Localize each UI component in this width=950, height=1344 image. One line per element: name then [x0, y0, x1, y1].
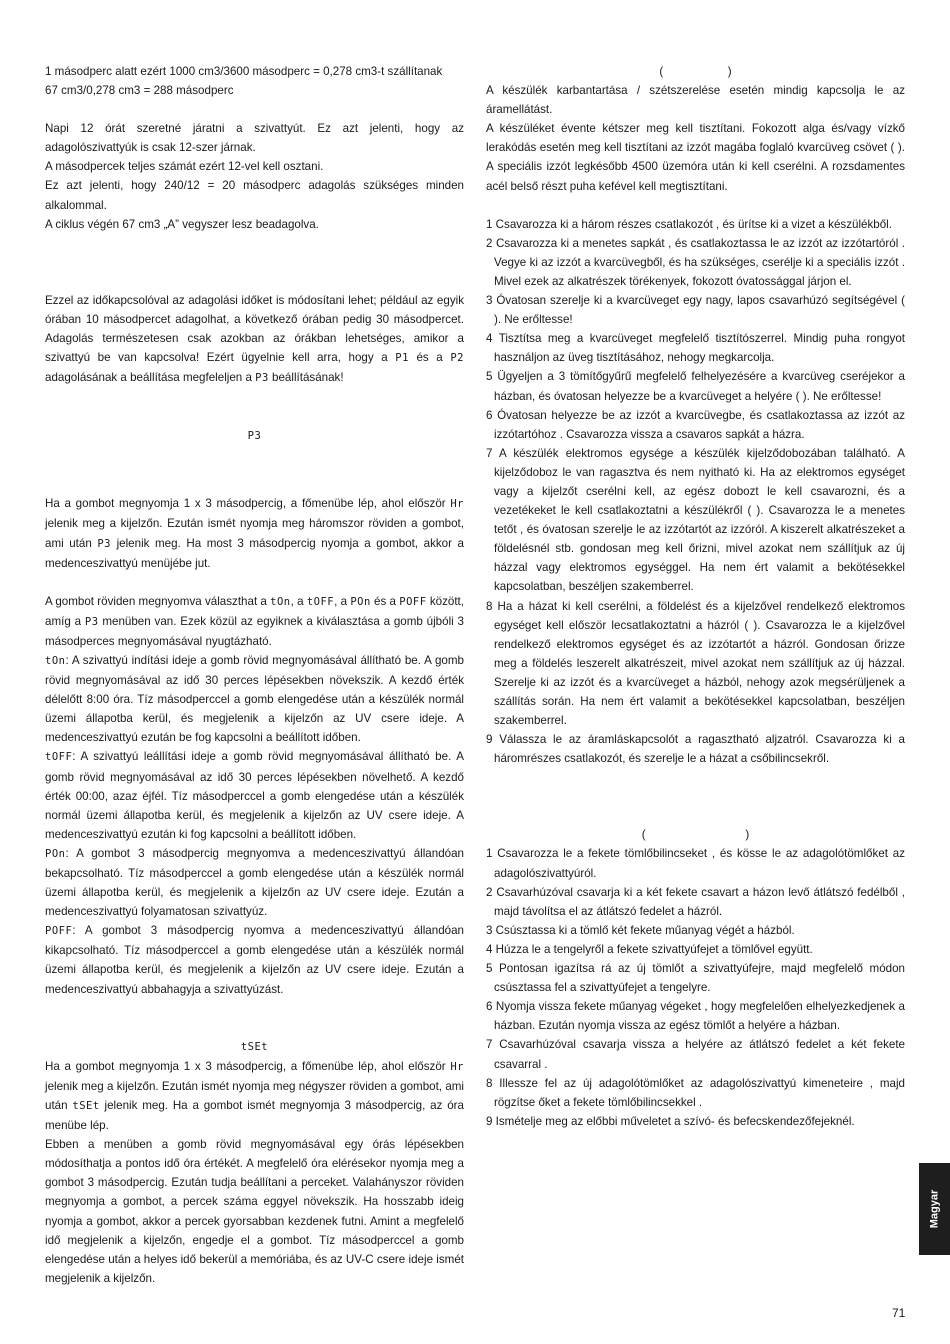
- lcd-p3: P3: [255, 372, 269, 385]
- list-item: 6 Óvatosan helyezze be az izzót a kvarcüvegbe, és csatlakoztassa az izzót az izzótartóhoz . Csavarozza vissza a csavaros sapkát a házra.: [486, 408, 905, 441]
- list-item: 2 Csavarhúzóval csavarja ki a két fekete csavart a házon levő átlátszó fedélből , majd távolítsa el az átlátszó fedelet a házról.: [486, 885, 905, 918]
- right-column: [486, 62, 905, 1131]
- lcd-toff: tOFF: [306, 595, 335, 608]
- list-item: 3 Óvatosan szerelje ki a kvarcüveget egy nagy, lapos csavarhúzó segítségével ( ). Ne erőltesse!: [486, 294, 905, 327]
- list-item: 7 Csavarhúzóval csavarja vissza a helyére az átlátszó fedelet a két fekete csavarral .: [486, 1038, 905, 1071]
- paragraph-toff: tOFF: A szivattyú leállítási ideje a gomb rövid megnyomásával állítható be. A gomb rövid megnyomásával az idő 30 perces lépésekben növelhető. A kezdő érték 00:00, azaz éjfél. Tíz másodperccel a gomb elengedése után a készülék normál üzemi állapotba kerül, és megjelenik a kijelzőn az UV csere ideje. A medenceszivattyú ezután ki fog kapcsolni a beállított időben.: [45, 750, 464, 841]
- paragraph-schedule-2: A másodpercek teljes számát ezért 12-vel kell osztani.: [45, 160, 324, 174]
- lcd-hr: Hr: [450, 1060, 464, 1073]
- paragraph-pon: POn: A gombot 3 másodpercig megnyomva a medenceszivattyú állandóan bekapcsolható. Tíz másodperccel a gomb elengedése után a készülék normál üzemi állapotba kerül, és megjelenik a kijelzőn az UV csere ideje. Ezután a medenceszivattyú folyamatosan szivattyúz.: [45, 846, 464, 919]
- paragraph-schedule-4: A ciklus végén 67 cm3 „A” vegyszer lesz beadagolva.: [45, 217, 319, 231]
- paragraph-enter-clock-menu: Ha a gombot megnyomja 1 x 3 másodpercig, a főmenübe lép, ahol először Hr jelenik meg a kijelzőn. Ezután ismét nyomja meg négyszer röviden a gombot, ami után tSEt jelenik meg. Ha a gombot ismét megnyomja 3 másodpercig, az óra menübe lép.: [45, 1059, 464, 1133]
- language-tab: [919, 1163, 950, 1255]
- paragraph-set-clock: Ebben a menüben a gomb rövid megnyomásával egy órás lépésekben módosíthatja a pontos idő óra értékét. A megfelelő óra elérésekor nyomja meg a gombot 3 másodpercig. Ezután tudja beállítani a perceket. Valahányszor röviden megnyomja a gombot, a percek száma eggyel növekszik. Ha hosszabb ideig nyomja a gombot, akkor a percek gyorsabban kezdenek futni. Amint a megfelelő idő megjelenik a kijelzőn, engedje el a gombot. Tíz másodperccel a gomb elengedése után a helyes idő bekerül a memóriába, és az UV-C csere ideje ismét megjelenik a kijelzőn.: [45, 1138, 464, 1285]
- lcd-hr: Hr: [450, 498, 464, 511]
- lcd-p1: P1: [395, 352, 409, 365]
- lcd-p2: P2: [450, 352, 464, 365]
- list-item: 9 Válassza le az áramláskapcsolót a ragasztható aljzatról. Csavarozza ki a háromrészes csatlakozót, és szerelje le a házat a csőbilincsekről.: [486, 733, 905, 766]
- heading-maintenance: ( ): [659, 65, 732, 78]
- list-item: 4 Húzza le a tengelyről a fekete szivattyúfejet a tömlővel együtt.: [486, 942, 813, 956]
- lcd-toff: tOFF: [45, 751, 73, 764]
- list-item: 3 Csúsztassa ki a tömlő két fekete műanyag végét a házból.: [486, 923, 795, 937]
- list-item: 9 Ismételje meg az előbbi műveletet a szívó- és befecskendezőfejeknél.: [486, 1114, 855, 1128]
- lcd-p3: P3: [84, 615, 99, 628]
- calc-line-1: 1 másodperc alatt ezért 1000 cm3/3600 másodperc = 0,278 cm3-t szállítanak: [45, 65, 443, 78]
- list-item: 8 Ha a házat ki kell cserélni, a földelést és a kijelzővel rendelkező elektromos egységet kell először lecsatlakoztatni a házról ( ). Csavarozza le a kijelzővel rendelkező elektromos egységet és az izzótartót a házról. Gondosan őrizze meg a földelés leszerelt alkatrészeit, mivel azokat nem szállítjuk az új házzal. Szerelje ki az izzót és a kvarcüveget a házból, nehogy azok megsérüljenek a szállítás során. Ha nem ért valamit a bekötésekkel kapcsolatban, beszéljen szakemberrel.: [486, 599, 905, 728]
- calc-line-2: 67 cm3/0,278 cm3 = 288 másodperc: [45, 84, 234, 98]
- lcd-poff: POFF: [399, 595, 427, 608]
- paragraph-schedule-3: Ez azt jelenti, hogy 240/12 = 20 másodperc adagolás szükséges minden alkalommal.: [45, 179, 464, 212]
- list-item: 2 Csavarozza ki a menetes sapkát , és csatlakoztassa le az izzót az izzótartóról . Vegye ki az izzót a kvarcüvegből, és ha szükséges, cserélje ki a speciális izzót . Mivel ezek az alkatrészek törékenyek, fokozott óvatossággal járjon el.: [486, 236, 905, 288]
- list-item: 6 Nyomja vissza fekete műanyag végeket , hogy megfelelően elhelyezkedjenek a házban. Ezután nyomja vissza az egész tömlőt a helyére a házban.: [486, 1000, 905, 1033]
- lcd-tset: tSEt: [72, 1099, 100, 1112]
- paragraph-schedule-1: Napi 12 órát szeretné járatni a szivattyút. Ez azt jelenti, hogy az adagolószivattyúk is csak 12-szer járnak.: [45, 122, 464, 155]
- lcd-pon: POn: [350, 595, 371, 608]
- maintenance-steps: [486, 215, 905, 769]
- list-item: 1 Csavarozza ki a három részes csatlakozót , és ürítse ki a vizet a készülékből.: [486, 217, 892, 231]
- language-tab-label: Magyar: [928, 1189, 941, 1229]
- list-item: 5 Ügyeljen a 3 tömítőgyűrű megfelelő felhelyezésére a kvarcüveg cseréjekor a házban, és óvatosan helyezze be a kvarcüveget a helyére ( ). Ne erőltesse!: [486, 370, 905, 403]
- paragraph-timer-note: Ezzel az időkapcsolóval az adagolási időket is módosítani lehet; például az egyik órában 10 másodpercet adagolhat, a következő órában pedig 30 másodpercet. Adagolás természetesen csak azokban az órákban lehetséges, amikor a szivattyú be van kapcsolva! Ezért ügyelnie kell arra, hogy a P1 és a P2 adagolásának a beállítása megfeleljen a P3 beállításának!: [45, 293, 464, 385]
- maintenance-intro-1: A készülék karbantartása / szétszerelése esetén mindig kapcsolja le az áramellátást.: [486, 84, 905, 117]
- lcd-p3: P3: [97, 537, 112, 550]
- hose-replacement-steps: [486, 844, 905, 1130]
- paragraph-enter-pump-menu: Ha a gombot megnyomja 1 x 3 másodpercig, a főmenübe lép, ahol először Hr jelenik meg a kijelzőn. Ezután ismét nyomja meg háromszor röviden a gombot, ami után P3 jelenik meg. Ha most 3 másodpercig nyomja a gombot, akkor a medenceszivattyú menüjébe jut.: [45, 497, 464, 570]
- left-column: [45, 62, 464, 1288]
- list-item: 5 Pontosan igazítsa rá az új tömlőt a szivattyúfejre, majd megfelelő módon csúsztassa fel a szivattyúfejet a tengelyre.: [486, 962, 905, 995]
- lcd-ton: tOn: [45, 654, 66, 667]
- lcd-pon: POn: [45, 847, 66, 860]
- paragraph-poff: POFF: A gombot 3 másodpercig nyomva a medenceszivattyú állandóan kikapcsolható. Tíz másodperccel a gomb elengedése után a készülék normál üzemi állapotba kerül, és megjelenik a kijelzőn az UV csere ideje. Ezután a medenceszivattyú abbahagyja a szivattyúzást.: [45, 924, 464, 996]
- paragraph-ton: tOn: A szivattyú indítási ideje a gomb rövid megnyomásával állítható be. A gomb rövid megnyomásával az idő 30 perces lépésekben növekszik. A kezdő érték délelőtt 8:00 óra. Tíz másodperccel a gomb elengedése után a készülék normál üzemi állapotba kerül, és megjelenik a kijelzőn az UV csere ideje. A medenceszivattyú ezután be fog kapcsolni a beállított időben.: [45, 653, 464, 745]
- list-item: 7 A készülék elektromos egysége a készülék kijelződobozában található. A kijelződoboz le van ragasztva és nem nyitható ki. Ha az elektromos egységet vagy a kijelzőt cserélni kell, az egész dobozt le kell csavarozni, és a vezetékeket le kell csatlakoztatni a készülékről ( ). Csavarozza le a menetes tetőt , és óvatosan szerelje le az izzótartót az izzóról. A kiszerelt alkatrészeket a földelésnél stb. gondosan meg kell őrizni, mivel azokat nem szállítjuk az új házzal vagy elektromos egységgel. Ha nem ért valamit a bekötésekkel kapcsolatban, beszéljen szakemberrel.: [486, 446, 905, 594]
- heading-tset: tSEt: [240, 1040, 269, 1053]
- paragraph-select-options: A gombot röviden megnyomva választhat a tOn, a tOFF, a POn és a POFF között, amíg a P3 menüben van. Ezek közül az egyiknek a kiválasztása a gomb újbóli 3 másodperces megnyomásával nyugtázható.: [45, 594, 464, 648]
- heading-p3: P3: [247, 430, 262, 443]
- lcd-poff: POFF: [45, 925, 73, 938]
- list-item: 1 Csavarozza le a fekete tömlőbilincseket , és kösse le az adagolótömlőket az adagolószivattyúról.: [486, 847, 905, 880]
- lcd-ton: tOn: [270, 595, 291, 608]
- list-item: 8 Illessze fel az új adagolótömlőket az adagolószivattyú kimeneteire , majd rögzítse őket a fekete tömlőbilincsekkel .: [486, 1076, 905, 1109]
- list-item: 4 Tisztítsa meg a kvarcüveget megfelelő tisztítószerrel. Mindig puha rongyot használjon az üveg tisztításához, nehogy megkarcolja.: [486, 332, 905, 365]
- maintenance-intro-2: A készüléket évente kétszer meg kell tisztítani. Fokozott alga és/vagy vízkő lerakódás esetén meg kell tisztítani az izzót magába foglaló kvarcüveg csövet ( ). A speciális izzót legkésőbb 4500 üzemóra után ki kell cserélni. A rozsdamentes acél belső részt puha kefével kell megtisztítani.: [486, 122, 905, 193]
- page-number: 71: [892, 1306, 906, 1320]
- heading-hose-replacement: ( ): [641, 828, 750, 842]
